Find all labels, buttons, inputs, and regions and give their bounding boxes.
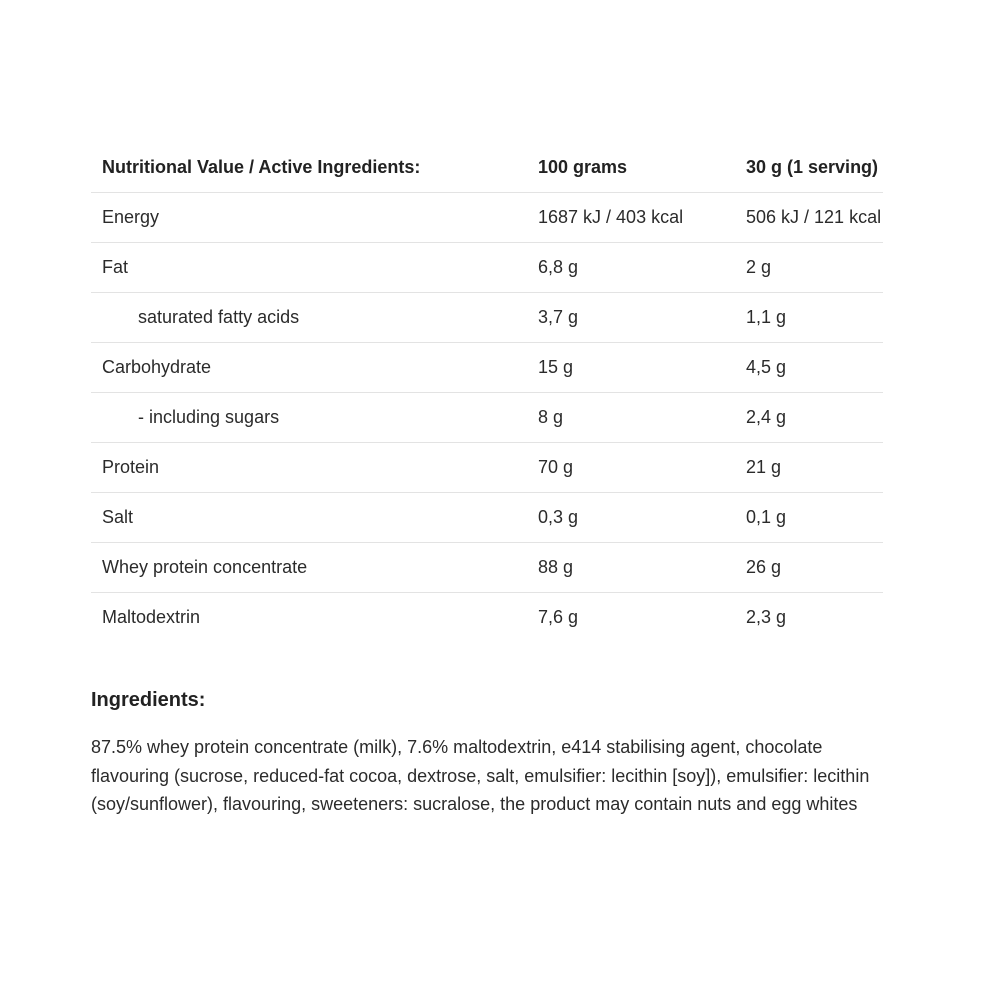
table-row-fat xyxy=(91,243,883,293)
table-row-saturated-fatty-acids xyxy=(91,293,883,343)
nutrition-table xyxy=(91,143,883,642)
header-nutritional-value: Nutritional Value / Active Ingredients: xyxy=(91,143,538,193)
header-per-serving: 30 g (1 serving) xyxy=(746,143,883,193)
row-label: - including sugars xyxy=(91,393,538,443)
table-row-protein xyxy=(91,443,883,493)
row-label: Protein xyxy=(91,443,538,493)
table-row-whey-protein-concentrate xyxy=(91,543,883,593)
row-value-100g: 1687 kJ / 403 kcal xyxy=(538,193,746,243)
ingredients-heading: Ingredients: xyxy=(91,689,206,711)
table-row-carbohydrate xyxy=(91,343,883,393)
row-value-100g: 88 g xyxy=(538,543,746,593)
row-value-serving: 0,1 g xyxy=(746,493,883,543)
row-value-serving: 2,3 g xyxy=(746,607,787,627)
row-value-serving: 1,1 g xyxy=(746,293,883,343)
row-value-serving: 21 g xyxy=(746,443,883,493)
row-value-100g: 15 g xyxy=(538,343,746,393)
row-value-100g: 6,8 g xyxy=(538,243,746,293)
row-value-serving: 26 g xyxy=(746,543,883,593)
table-body xyxy=(91,193,883,643)
header-per-100-grams: 100 grams xyxy=(538,143,746,193)
row-label: Salt xyxy=(91,493,538,543)
table-row-salt xyxy=(91,493,883,543)
row-value-100g: 8 g xyxy=(538,393,746,443)
row-value-100g: 7,6 g xyxy=(538,607,579,627)
ingredients-text: 87.5% whey protein concentrate (milk), 7.6% maltodextrin, e414 stabilising agent, chocolate flavouring (sucrose, reduced-fat cocoa, dextrose, salt, emulsifier: lecithin [soy]), emulsifier: lecithin (soy/sunflower), flavouring, sweeteners: sucralose, the product may contain nuts and egg whites xyxy=(91,737,870,814)
row-value-100g: 3,7 g xyxy=(538,293,746,343)
row-label: Carbohydrate xyxy=(91,343,538,393)
row-value-serving: 2,4 g xyxy=(746,393,883,443)
row-label: saturated fatty acids xyxy=(91,293,538,343)
table-header-row xyxy=(91,143,883,193)
row-value-100g: 70 g xyxy=(538,443,746,493)
row-label: Whey protein concentrate xyxy=(91,543,538,593)
row-label: Maltodextrin xyxy=(102,607,201,627)
row-label: Energy xyxy=(91,193,538,243)
row-value-serving: 2 g xyxy=(746,243,883,293)
table-row-energy xyxy=(91,193,883,243)
row-value-100g: 0,3 g xyxy=(538,493,746,543)
table-row-sugars xyxy=(91,393,883,443)
row-value-serving: 506 kJ / 121 kcal xyxy=(746,193,883,243)
row-value-serving: 4,5 g xyxy=(746,343,883,393)
table-row-maltodextrin xyxy=(91,593,883,643)
row-label: Fat xyxy=(91,243,538,293)
